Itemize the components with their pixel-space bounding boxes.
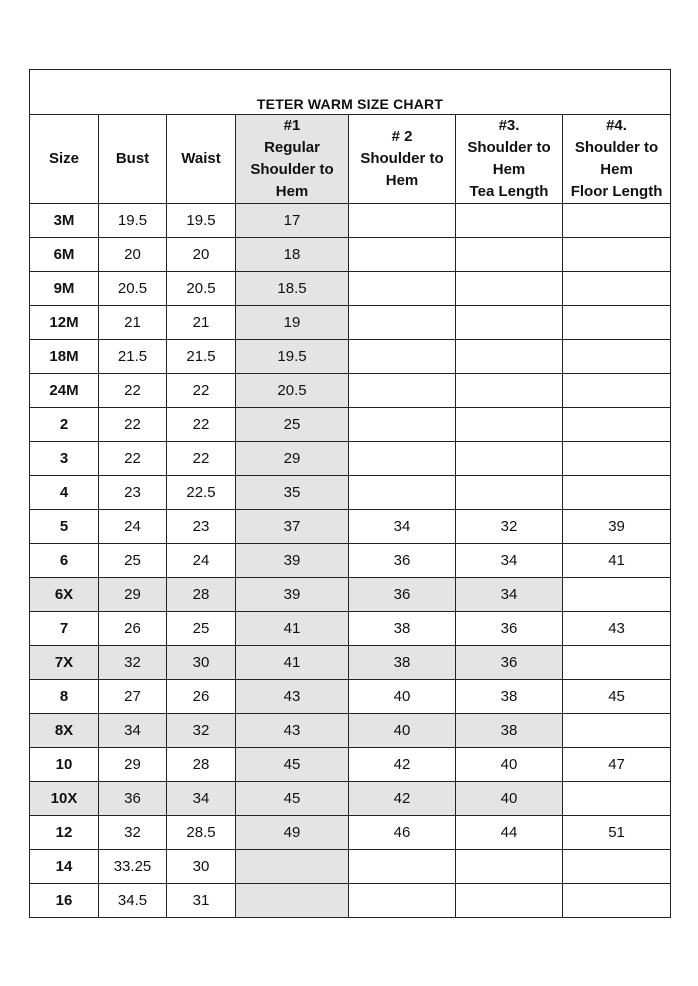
header-bust: Bust <box>99 115 167 204</box>
table-row <box>30 544 671 578</box>
shoulder-hem-cell <box>349 408 456 442</box>
bust-cell: 36 <box>99 782 167 816</box>
tea-length-cell <box>456 850 563 884</box>
regular-hem-cell: 19.5 <box>236 340 349 374</box>
bust-cell: 29 <box>99 748 167 782</box>
bust-cell: 32 <box>99 646 167 680</box>
title-row <box>30 70 671 115</box>
waist-cell: 24 <box>167 544 236 578</box>
header-line: Shoulder to <box>574 139 659 156</box>
header-line: Hem <box>492 161 526 178</box>
table-row <box>30 272 671 306</box>
bust-cell: 22 <box>99 442 167 476</box>
regular-hem-cell: 35 <box>236 476 349 510</box>
size-rows <box>30 204 671 918</box>
bust-cell: 34.5 <box>99 884 167 918</box>
bust-cell: 22 <box>99 408 167 442</box>
table-row <box>30 748 671 782</box>
shoulder-hem-cell <box>349 238 456 272</box>
table-row <box>30 340 671 374</box>
bust-cell: 22 <box>99 374 167 408</box>
bust-cell: 20 <box>99 238 167 272</box>
header-line: # 2 <box>391 128 413 145</box>
tea-length-cell: 38 <box>456 680 563 714</box>
size-cell: 12 <box>30 816 99 850</box>
waist-cell: 22 <box>167 374 236 408</box>
bust-cell: 26 <box>99 612 167 646</box>
tea-length-cell <box>456 204 563 238</box>
tea-length-cell: 34 <box>456 578 563 612</box>
table-row <box>30 204 671 238</box>
table-row <box>30 408 671 442</box>
shoulder-hem-cell: 38 <box>349 646 456 680</box>
tea-length-cell <box>456 340 563 374</box>
regular-hem-cell: 45 <box>236 748 349 782</box>
header-line: Tea Length <box>469 183 549 200</box>
floor-length-cell <box>563 272 671 306</box>
waist-cell: 20.5 <box>167 272 236 306</box>
tea-length-cell <box>456 408 563 442</box>
table-row <box>30 816 671 850</box>
waist-cell: 32 <box>167 714 236 748</box>
floor-length-cell <box>563 578 671 612</box>
regular-hem-cell: 43 <box>236 680 349 714</box>
table-row <box>30 680 671 714</box>
table-row <box>30 884 671 918</box>
header-waist: Waist <box>167 115 236 204</box>
floor-length-cell: 39 <box>563 510 671 544</box>
table-row <box>30 238 671 272</box>
floor-length-cell: 51 <box>563 816 671 850</box>
regular-hem-cell: 39 <box>236 544 349 578</box>
table-row <box>30 850 671 884</box>
tea-length-cell: 40 <box>456 782 563 816</box>
floor-length-cell <box>563 238 671 272</box>
tea-length-cell <box>456 238 563 272</box>
header-line: #3. <box>498 117 520 134</box>
shoulder-hem-cell: 36 <box>349 578 456 612</box>
floor-length-cell <box>563 782 671 816</box>
tea-length-cell <box>456 476 563 510</box>
header-line: #1 <box>283 117 301 134</box>
bust-cell: 24 <box>99 510 167 544</box>
shoulder-hem-cell <box>349 442 456 476</box>
table-row <box>30 578 671 612</box>
floor-length-cell: 45 <box>563 680 671 714</box>
waist-cell: 34 <box>167 782 236 816</box>
waist-cell: 21 <box>167 306 236 340</box>
regular-hem-cell: 49 <box>236 816 349 850</box>
tea-length-cell <box>456 272 563 306</box>
waist-cell: 30 <box>167 850 236 884</box>
waist-cell: 22 <box>167 408 236 442</box>
table-row <box>30 612 671 646</box>
tea-length-cell <box>456 884 563 918</box>
header-size: Size <box>30 115 99 204</box>
regular-hem-cell: 41 <box>236 612 349 646</box>
shoulder-hem-cell: 38 <box>349 612 456 646</box>
shoulder-hem-cell <box>349 272 456 306</box>
size-cell: 8 <box>30 680 99 714</box>
header-regular-shoulder-to-hem <box>236 115 349 204</box>
size-chart-container <box>29 69 670 918</box>
shoulder-hem-cell <box>349 340 456 374</box>
size-cell: 6X <box>30 578 99 612</box>
regular-hem-cell: 37 <box>236 510 349 544</box>
size-cell: 10 <box>30 748 99 782</box>
header-floor-length <box>563 115 671 204</box>
size-cell: 8X <box>30 714 99 748</box>
shoulder-hem-cell: 40 <box>349 714 456 748</box>
shoulder-hem-cell <box>349 204 456 238</box>
shoulder-hem-cell <box>349 306 456 340</box>
tea-length-cell <box>456 442 563 476</box>
header-line: Hem <box>385 172 419 189</box>
floor-length-cell <box>563 306 671 340</box>
bust-cell: 21.5 <box>99 340 167 374</box>
tea-length-cell: 34 <box>456 544 563 578</box>
floor-length-cell <box>563 476 671 510</box>
regular-hem-cell: 25 <box>236 408 349 442</box>
size-cell: 4 <box>30 476 99 510</box>
waist-cell: 25 <box>167 612 236 646</box>
bust-cell: 33.25 <box>99 850 167 884</box>
shoulder-hem-cell: 36 <box>349 544 456 578</box>
floor-length-cell <box>563 340 671 374</box>
table-row <box>30 442 671 476</box>
floor-length-cell <box>563 374 671 408</box>
waist-cell: 28 <box>167 578 236 612</box>
header-line: #4. <box>606 117 627 134</box>
size-cell: 5 <box>30 510 99 544</box>
bust-cell: 29 <box>99 578 167 612</box>
size-chart-table <box>29 69 671 918</box>
floor-length-cell <box>563 204 671 238</box>
size-cell: 6M <box>30 238 99 272</box>
shoulder-hem-cell <box>349 476 456 510</box>
header-line: Shoulder to <box>250 161 334 178</box>
table-row <box>30 306 671 340</box>
header-tea-length <box>456 115 563 204</box>
table-row <box>30 374 671 408</box>
floor-length-cell <box>563 884 671 918</box>
waist-cell: 28 <box>167 748 236 782</box>
bust-cell: 23 <box>99 476 167 510</box>
waist-cell: 31 <box>167 884 236 918</box>
regular-hem-cell <box>236 884 349 918</box>
shoulder-hem-cell: 40 <box>349 680 456 714</box>
regular-hem-cell: 41 <box>236 646 349 680</box>
shoulder-hem-cell <box>349 374 456 408</box>
bust-cell: 19.5 <box>99 204 167 238</box>
size-cell: 9M <box>30 272 99 306</box>
waist-cell: 22 <box>167 442 236 476</box>
size-cell: 24M <box>30 374 99 408</box>
size-cell: 14 <box>30 850 99 884</box>
floor-length-cell <box>563 646 671 680</box>
floor-length-cell <box>563 408 671 442</box>
regular-hem-cell <box>236 850 349 884</box>
tea-length-cell: 36 <box>456 612 563 646</box>
header-line: Regular <box>264 139 320 156</box>
size-cell: 7 <box>30 612 99 646</box>
tea-length-cell <box>456 306 563 340</box>
bust-cell: 20.5 <box>99 272 167 306</box>
table-row <box>30 510 671 544</box>
waist-cell: 23 <box>167 510 236 544</box>
header-line: Floor Length <box>570 183 663 200</box>
regular-hem-cell: 43 <box>236 714 349 748</box>
floor-length-cell: 47 <box>563 748 671 782</box>
bust-cell: 21 <box>99 306 167 340</box>
tea-length-cell: 40 <box>456 748 563 782</box>
regular-hem-cell: 29 <box>236 442 349 476</box>
floor-length-cell: 43 <box>563 612 671 646</box>
shoulder-hem-cell: 46 <box>349 816 456 850</box>
waist-cell: 21.5 <box>167 340 236 374</box>
shoulder-hem-cell: 34 <box>349 510 456 544</box>
header-shoulder-to-hem-2 <box>349 115 456 204</box>
regular-hem-cell: 18 <box>236 238 349 272</box>
floor-length-cell <box>563 850 671 884</box>
regular-hem-cell: 19 <box>236 306 349 340</box>
regular-hem-cell: 39 <box>236 578 349 612</box>
size-cell: 2 <box>30 408 99 442</box>
size-cell: 10X <box>30 782 99 816</box>
size-cell: 6 <box>30 544 99 578</box>
tea-length-cell <box>456 374 563 408</box>
tea-length-cell: 36 <box>456 646 563 680</box>
floor-length-cell: 41 <box>563 544 671 578</box>
floor-length-cell <box>563 714 671 748</box>
size-cell: 12M <box>30 306 99 340</box>
floor-length-cell <box>563 442 671 476</box>
table-row <box>30 646 671 680</box>
regular-hem-cell: 17 <box>236 204 349 238</box>
waist-cell: 22.5 <box>167 476 236 510</box>
table-row <box>30 714 671 748</box>
size-cell: 3M <box>30 204 99 238</box>
size-cell: 3 <box>30 442 99 476</box>
header-line: Shoulder to <box>467 139 551 156</box>
waist-cell: 26 <box>167 680 236 714</box>
bust-cell: 27 <box>99 680 167 714</box>
tea-length-cell: 44 <box>456 816 563 850</box>
tea-length-cell: 32 <box>456 510 563 544</box>
header-row <box>30 115 671 204</box>
size-cell: 16 <box>30 884 99 918</box>
shoulder-hem-cell <box>349 850 456 884</box>
shoulder-hem-cell: 42 <box>349 782 456 816</box>
chart-title: TETER WARM SIZE CHART <box>30 70 671 115</box>
shoulder-hem-cell: 42 <box>349 748 456 782</box>
waist-cell: 19.5 <box>167 204 236 238</box>
table-row <box>30 782 671 816</box>
table-row <box>30 476 671 510</box>
tea-length-cell: 38 <box>456 714 563 748</box>
bust-cell: 34 <box>99 714 167 748</box>
header-line: Shoulder to <box>360 150 444 167</box>
header-line: Hem <box>275 183 309 200</box>
header-line: Hem <box>600 161 633 178</box>
regular-hem-cell: 20.5 <box>236 374 349 408</box>
waist-cell: 30 <box>167 646 236 680</box>
size-cell: 7X <box>30 646 99 680</box>
shoulder-hem-cell <box>349 884 456 918</box>
bust-cell: 32 <box>99 816 167 850</box>
regular-hem-cell: 18.5 <box>236 272 349 306</box>
regular-hem-cell: 45 <box>236 782 349 816</box>
waist-cell: 20 <box>167 238 236 272</box>
bust-cell: 25 <box>99 544 167 578</box>
waist-cell: 28.5 <box>167 816 236 850</box>
size-cell: 18M <box>30 340 99 374</box>
